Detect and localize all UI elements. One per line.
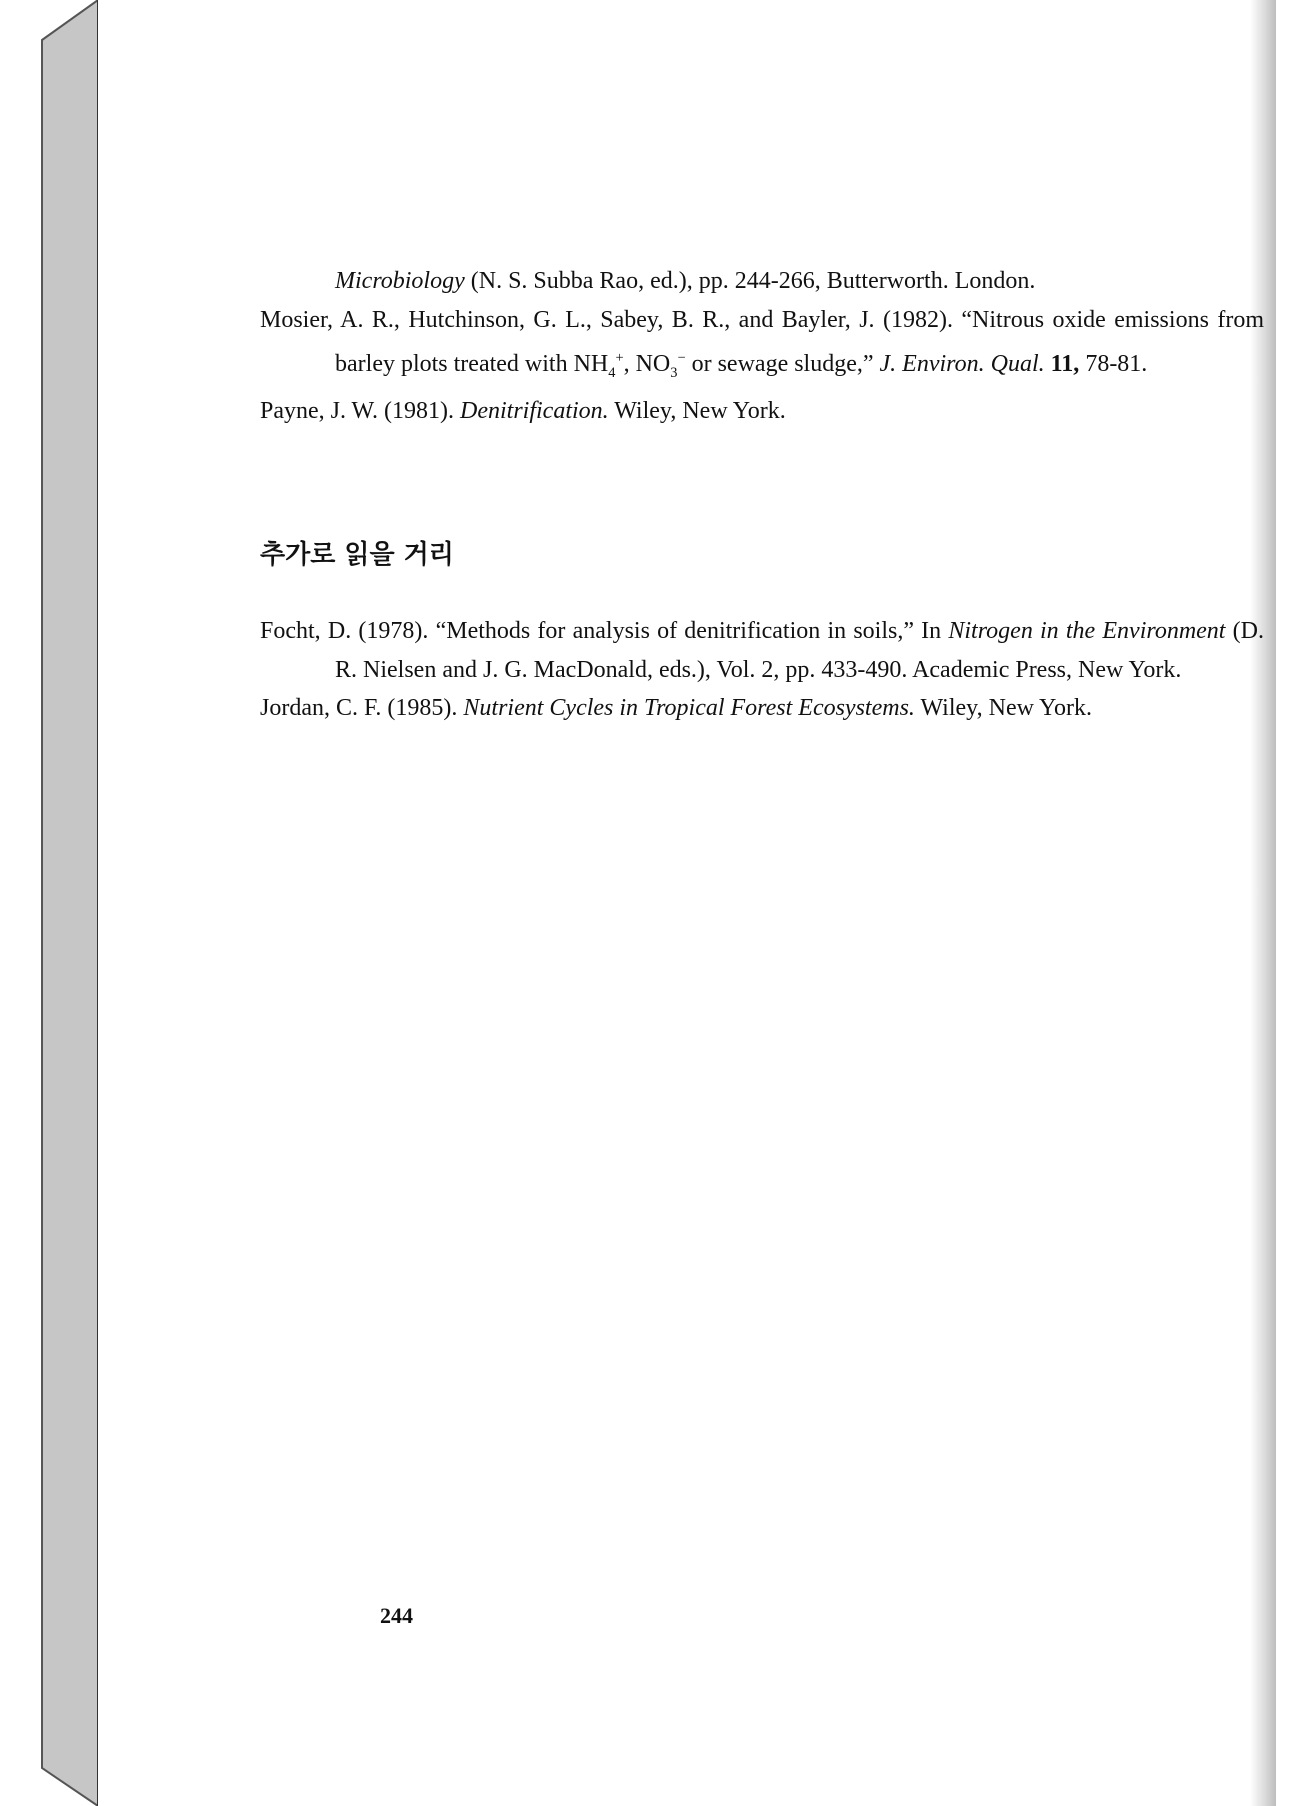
reference-authors: Payne, J. W. (1981).: [260, 398, 460, 425]
reference-journal: J. Environ. Qual.: [879, 351, 1045, 377]
reference-details: (N. S. Subba Rao, ed.), pp. 244-266, Butterworth. London.: [464, 268, 1036, 294]
reference-book-title: Microbiology: [335, 268, 465, 294]
reference-details: (D. R. Nielsen and J. G. MacDonald, eds.), Vol. 2, pp. 433-490. Academic Press, New York.: [335, 618, 1265, 683]
page-content: [260, 262, 1265, 721]
subscript: 4: [608, 364, 616, 381]
reference-authors: Jordan, C. F. (1985).: [260, 695, 464, 721]
reference-book-title: Nutrient Cycles in Tropical Forest Ecosystems.: [463, 695, 915, 721]
section-heading: 추가로 읽을 거리: [260, 540, 454, 570]
subscript: 3: [670, 364, 678, 381]
reference-jordan: [260, 689, 1264, 728]
reference-mosier: [260, 301, 1264, 393]
reference-continuation: [260, 262, 1264, 301]
reference-focht: [260, 612, 1264, 689]
superscript: +: [615, 350, 624, 366]
further-reading-list: [260, 612, 1264, 728]
book-page: [98, 0, 1276, 1806]
reference-text: or sewage sludge,”: [685, 351, 880, 377]
reference-payne: [260, 392, 1264, 431]
reference-volume: 11,: [1050, 351, 1080, 377]
reference-book-title: Nitrogen in the Environment: [948, 618, 1226, 644]
page-number: 244: [380, 1603, 413, 1628]
reference-details: Wiley, New York.: [608, 398, 786, 425]
reference-text: , NO: [623, 351, 671, 377]
reference-pages: 78-81.: [1079, 351, 1148, 377]
reference-book-title: Denitrification.: [460, 398, 609, 425]
reference-details: Wiley, New York.: [914, 695, 1092, 721]
reference-authors: Focht, D. (1978). “Methods for analysis of denitrification in soils,” In: [260, 618, 949, 644]
superscript: −: [677, 350, 686, 366]
reference-authors: Mosier, A. R., Hutchinson, G. L., Sabey, B. R., and Bayler, J. (1982). “Nitrous oxide emissions from barley plots treated with NH: [260, 306, 1264, 377]
